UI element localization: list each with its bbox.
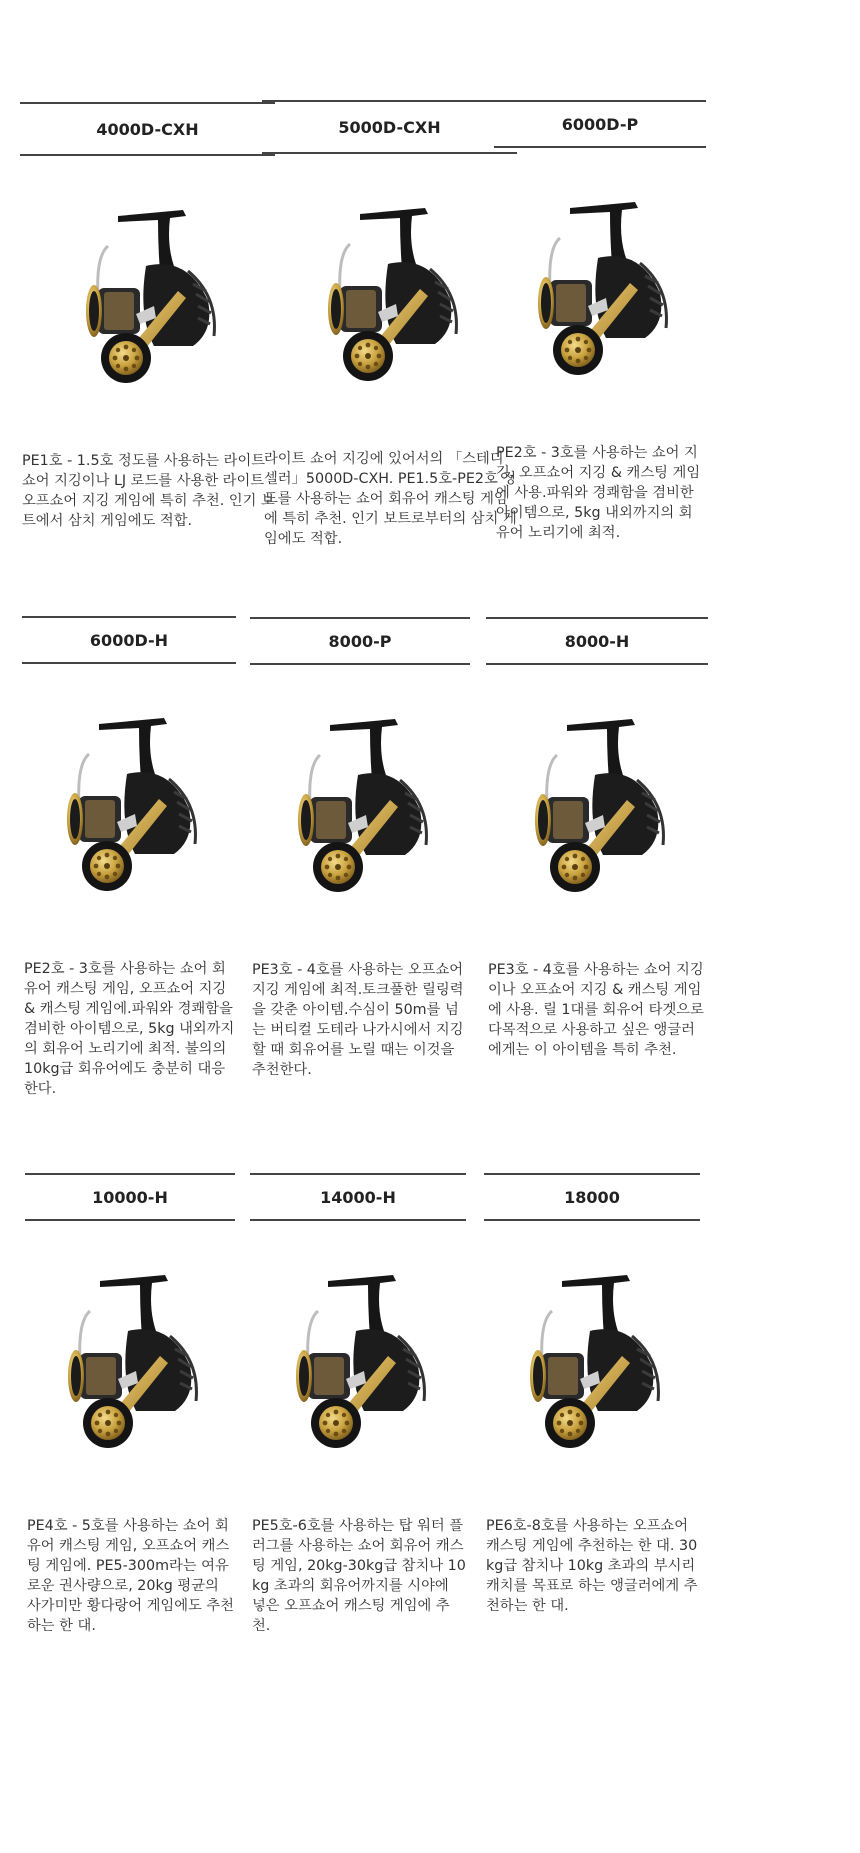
spinning-reel-icon bbox=[58, 196, 238, 396]
product-description: PE3호 - 4호를 사용하는 쇼어 지깅이나 오프쇼어 지깅 & 캐스팅 게임에 사용. 릴 1대를 회유어 타겟으로 다목적으로 사용하고 싶은 앵글러에게는 이 아이템을 특히 추천. bbox=[488, 962, 704, 1058]
product-model: 6000D-P bbox=[561, 114, 639, 134]
product-description: PE2호 - 3호를 사용하는 쇼어 회유어 캐스팅 게임, 오프쇼어 지깅 & 캐스팅 게임에.파워와 경쾌함을 겸비한 아이템으로, 5kg 내외까지의 회유어 노리기에 최적. 불의의 10kg급 회유어에도 충분히 대응한다. bbox=[24, 961, 235, 1097]
product-model: 6000D-H bbox=[89, 630, 169, 650]
product-title-bar bbox=[484, 1173, 700, 1221]
product-title-bar bbox=[22, 616, 236, 664]
product-title-bar bbox=[20, 102, 275, 156]
product-card bbox=[250, 1173, 466, 1636]
product-card bbox=[25, 1173, 235, 1636]
product-card bbox=[484, 1173, 700, 1616]
product-model: 8000-P bbox=[328, 631, 392, 651]
spinning-reel-icon bbox=[510, 188, 690, 388]
product-title-bar bbox=[250, 617, 470, 665]
product-model: 10000-H bbox=[92, 1187, 168, 1207]
product-model: 18000 bbox=[564, 1187, 620, 1207]
product-title-bar bbox=[486, 617, 708, 665]
product-model: 8000-H bbox=[564, 631, 630, 651]
product-description: PE6호-8호를 사용하는 오프쇼어 캐스팅 게임에 추천하는 한 대. 30kg급 참치나 10kg 초과의 부시리 캐치를 목표로 하는 앵글러에게 추천하는 한 대. bbox=[486, 1518, 698, 1614]
product-model: 5000D-CXH bbox=[338, 117, 441, 137]
product-card bbox=[20, 102, 275, 531]
product-title-bar bbox=[250, 1173, 466, 1221]
product-title-bar bbox=[25, 1173, 235, 1221]
spinning-reel-icon bbox=[270, 705, 450, 905]
product-title-bar bbox=[262, 100, 517, 154]
product-title-bar bbox=[494, 100, 706, 148]
product-description: PE2호 - 3호를 사용하는 쇼어 지깅, 오프쇼어 지깅 & 캐스팅 게임에 사용.파워와 경쾌함을 겸비한 아이템으로, 5kg 내외까지의 회유어 노리기에 최적. bbox=[496, 445, 701, 541]
product-card bbox=[486, 617, 708, 1060]
spinning-reel-icon bbox=[40, 1261, 220, 1461]
product-description: 라이트 쇼어 지깅에 있어서의 「스테디 셀러」5000D-CXH. PE1.5호-PE2호 정도를 사용하는 쇼어 회유어 캐스팅 게임에 특히 추천. 인기 보트로부터의 삼치 게임에도 적합. bbox=[264, 451, 517, 547]
product-card bbox=[250, 617, 470, 1080]
spinning-reel-icon bbox=[507, 705, 687, 905]
product-description: PE5호-6호를 사용하는 탑 워터 플러그를 사용하는 쇼어 회유어 캐스팅 게임, 20kg-30kg급 참치나 10kg 초과의 회유어까지를 시야에 넣은 오프쇼어 캐스팅 게임에 추천. bbox=[252, 1518, 466, 1634]
product-description: PE4호 - 5호를 사용하는 쇼어 회유어 캐스팅 게임, 오프쇼어 캐스팅 게임에. PE5-300m라는 여유로운 권사량으로, 20kg 평균의 사가미만 황다랑어 게임에도 추천하는 한 대. bbox=[27, 1518, 234, 1634]
product-model: 4000D-CXH bbox=[96, 119, 199, 139]
spinning-reel-icon bbox=[39, 704, 219, 904]
product-description: PE3호 - 4호를 사용하는 오프쇼어 지깅 게임에 최적.토크풀한 릴링력을 갖춘 아이템.수심이 50m를 넘는 버티컬 도테라 나가시에서 지깅할 때 회유어를 노릴 때는 이것을 추천한다. bbox=[252, 962, 464, 1078]
product-card bbox=[262, 100, 517, 549]
product-description: PE1호 - 1.5호 정도를 사용하는 라이트 쇼어 지깅이나 LJ 로드를 사용한 라이트 오프쇼어 지깅 게임에 특히 추천. 인기 보트에서 삼치 게임에도 적합. bbox=[22, 453, 275, 529]
spinning-reel-icon bbox=[300, 194, 480, 394]
spinning-reel-icon bbox=[502, 1261, 682, 1461]
product-card bbox=[22, 616, 236, 1099]
spinning-reel-icon bbox=[268, 1261, 448, 1461]
product-card bbox=[494, 100, 706, 543]
product-model: 14000-H bbox=[320, 1187, 396, 1207]
